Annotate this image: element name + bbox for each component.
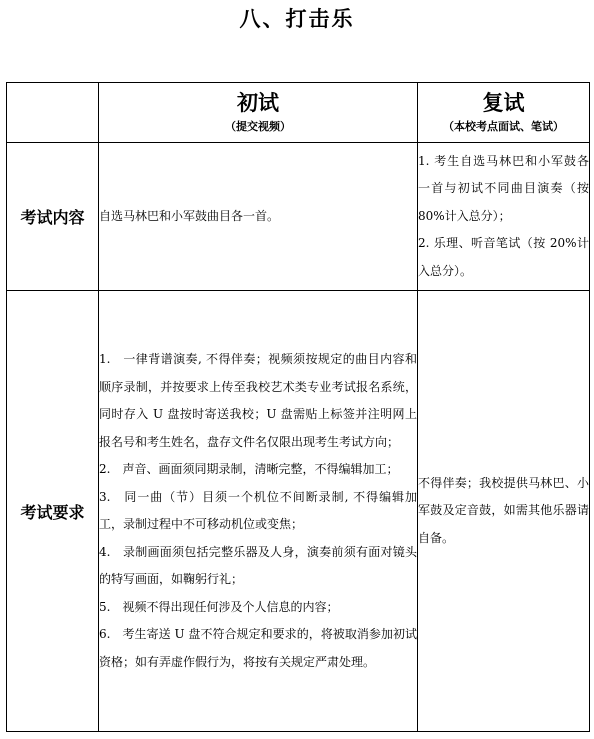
table-header-row [7,83,590,143]
header-second-round [418,83,590,143]
requirement-item-1: 1. 一律背谱演奏, 不得伴奏；视频须按规定的曲目内容和顺序录制，并按要求上传至我校艺术类专业考试报名系统，同时存入 U 盘按时寄送我校；U 盘需贴上标签并注明网上报名号和考生姓名，盘存文件名仅限出现考生考试方向； [99,352,417,449]
row-label-requirements: 考试要求 [7,291,99,732]
content-second-round [418,143,590,291]
table-row-requirements [7,291,590,732]
requirements-first-round [99,291,418,732]
header-empty-cell [7,83,99,143]
table-row-content [7,143,590,291]
requirement-item-4: 4. 录制画面须包括完整乐器及人身，演奏前须有面对镜头的特写画面，如鞠躬行礼； [99,544,417,586]
header-first-round [99,83,418,143]
header-first-round-title: 初试 [237,90,279,115]
header-second-round-title: 复试 [482,90,525,115]
retest-item-2: 2. 乐理、听音笔试（按 20%计入总分）。 [418,236,589,278]
row-label-content: 考试内容 [7,143,99,291]
requirement-item-2: 2. 声音、画面须同期录制，清晰完整，不得编辑加工； [99,462,399,476]
page-title: 八、打击乐 [239,7,355,31]
requirement-item-3: 3. 同一曲（节）目须一个机位不间断录制, 不得编辑加工，录制过程中不可移动机位或变焦； [99,489,417,531]
header-first-round-subtitle: （提交视频） [225,119,291,133]
retest-item-1: 1. 考生自选马林巴和小军鼓各一首与初试不同曲目演奏（按80%计入总分）； [418,153,589,223]
content-first-round: 自选马林巴和小军鼓曲目各一首。 [99,143,418,291]
requirement-item-6: 6. 考生寄送 U 盘不符合规定和要求的，将被取消参加初试资格；如有弄虚作假行为，将按有关规定严肃处理。 [99,627,417,669]
header-second-round-subtitle: （本校考点面试、笔试） [443,119,564,133]
requirements-second-round: 不得伴奏；我校提供马林巴、小军鼓及定音鼓，如需其他乐器请自备。 [418,291,590,732]
requirement-item-5: 5. 视频不得出现任何涉及个人信息的内容； [99,599,339,614]
exam-table [6,82,590,732]
